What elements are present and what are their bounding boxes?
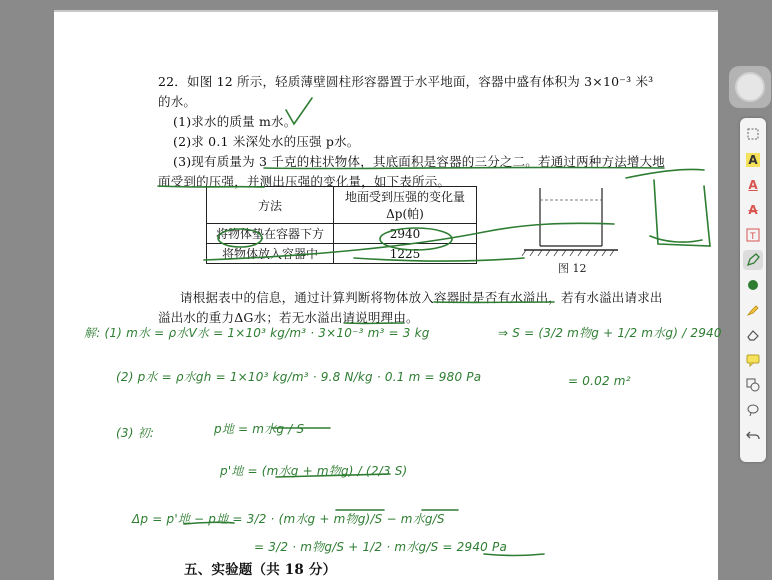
color-dot-icon[interactable]: [743, 275, 763, 295]
pressure-table: [206, 186, 477, 264]
question-3-line-1: (3)现有质量为 3 千克的柱状物体，其底面积是容器的三分之二。若通过两种方法增大地: [173, 154, 666, 169]
assistive-touch-icon: [735, 72, 765, 102]
pen-icon[interactable]: [743, 250, 763, 270]
lasso-icon[interactable]: [743, 400, 763, 420]
text-underline-icon[interactable]: A: [748, 178, 758, 192]
assistive-touch-button[interactable]: [729, 66, 771, 108]
problem-line-1: 22．如图 12 所示，轻质薄壁圆柱形容器置于水平地面，容器中盛有体积为 3×10⁻³ 米³: [158, 74, 654, 89]
question-3-line-2: 面受到的压强，并测出压强的变化量，如下表所示。: [158, 174, 451, 189]
question-1: (1)求水的质量 m水。: [173, 114, 297, 129]
instruction-line-2: 溢出水的重力ΔG水；若无水溢出请说明理由。: [158, 310, 419, 325]
table-cell-value: 1225: [334, 244, 477, 264]
table-header-change-line2: Δp(帕): [386, 207, 424, 221]
page-top-border: [54, 10, 718, 12]
select-box-icon[interactable]: [743, 124, 763, 144]
document-page: [54, 10, 722, 580]
eraser-icon[interactable]: [743, 325, 763, 345]
annotation-toolbar: [740, 118, 766, 462]
table-row: [207, 244, 477, 264]
table-cell-value: 2940: [334, 224, 477, 244]
undo-icon[interactable]: [743, 425, 763, 445]
table-header-change-line1: 地面受到压强的变化量: [344, 190, 465, 204]
table-cell-method: 将物体垫在容器下方: [207, 224, 334, 244]
container-figure: [522, 182, 622, 262]
marker-icon[interactable]: [743, 300, 763, 320]
instruction-line-1: 请根据表中的信息，通过计算判断将物体放入容器时是否有水溢出，若有水溢出请求出: [180, 290, 663, 305]
text-box-icon[interactable]: [743, 225, 763, 245]
handwritten-line-4: p'地 = (m水g + m物g) / (2/3 S): [220, 464, 408, 478]
problem-line-2: 的水。: [158, 94, 197, 109]
handwritten-line-3: p地 = m水g / S: [214, 422, 305, 436]
table-header-method: 方法: [207, 187, 334, 224]
table-row: [207, 224, 477, 244]
section-heading: 五、实验题（共 18 分）: [184, 562, 337, 578]
comment-icon[interactable]: [743, 350, 763, 370]
handwritten-line-3-label: (3) 初:: [116, 426, 155, 440]
handwritten-line-6: = 3/2 · m物g/S + 1/2 · m水g/S = 2940 Pa: [254, 540, 508, 554]
question-2: (2)求 0.1 米深处水的压强 p水。: [173, 134, 360, 149]
figure-label: 图 12: [558, 262, 587, 275]
handwritten-line-1: 解: (1) m水 = ρ水V水 = 1×10³ kg/m³ · 3×10⁻³ m³ = 3 kg: [84, 326, 430, 340]
table-header-change: [334, 187, 477, 224]
svg-text:T: T: [750, 232, 756, 242]
table-cell-method: 将物体放入容器中: [207, 244, 334, 264]
handwritten-right-2: = 0.02 m²: [568, 374, 631, 388]
handwritten-right-1: ⇒ S = (3/2 m物g + 1/2 m水g) / 2940: [498, 326, 722, 340]
text-strike-icon[interactable]: A: [748, 203, 758, 217]
handwritten-line-2: (2) p水 = ρ水gh = 1×10³ kg/m³ · 9.8 N/kg · 0.1 m = 980 Pa: [116, 370, 482, 384]
text-highlight-icon[interactable]: A: [748, 153, 758, 167]
handwritten-line-5: Δp = p'地 − p地 = 3/2 · (m水g + m物g)/S − m水g/S: [132, 512, 445, 526]
shape-icon[interactable]: [743, 375, 763, 395]
